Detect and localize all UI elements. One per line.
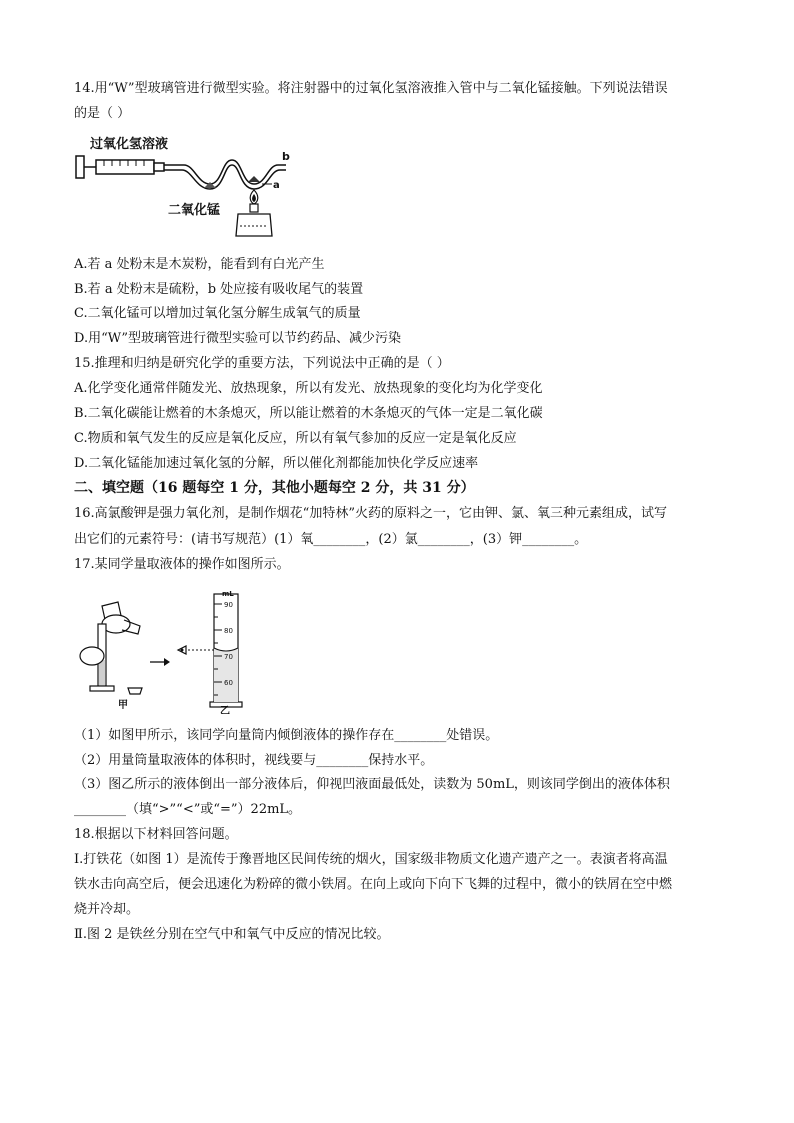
q15-option-a: A.化学变化通常伴随发光、放热现象，所以有发光、放热现象的变化均为化学变化 (74, 381, 543, 396)
arrow-right-icon (164, 658, 170, 666)
tick-label-60: 60 (224, 679, 233, 687)
q14-stem-line2: 的是（ ） (74, 106, 131, 121)
label-b: b (282, 150, 290, 163)
label-yi: 乙 (220, 706, 230, 714)
q17-sub3-line1: （3）图乙所示的液体倒出一部分液体后，仰视凹液面最低处，读数为 50mL，则该同学倒出的液体体积 (74, 777, 670, 792)
q18-paragraph1-line2: 铁水击向高空后，便会迅速化为粉碎的微小铁屑。在向上或向下向下飞舞的过程中，微小的铁屑在空中燃 (74, 877, 673, 892)
section-heading-fill-in: 二、填空题（16 题每空 1 分，其他小题每空 2 分，共 31 分） (74, 480, 475, 496)
w-tube-apparatus-figure (72, 132, 302, 244)
w-tube-lower (164, 165, 286, 189)
q15-option-b: B.二氧化碳能让燃着的木条熄灭，所以能让燃着的木条熄灭的气体一定是二氧化碳 (74, 406, 543, 421)
label-manganese-dioxide: 二氧化锰 (168, 203, 221, 218)
q15-stem: 15.推理和归纳是研究化学的重要方法，下列说法中正确的是（ ） (74, 356, 450, 371)
q18-paragraph1-line1: Ⅰ.打铁花（如图 1）是流传于豫晋地区民间传统的烟火，国家级非物质文化遗产遗产之一。表演者将高温 (74, 852, 668, 867)
q15-option-c: C.物质和氧气发生的反应是氧化反应，所以有氧气参加的反应一定是氧化反应 (74, 431, 517, 446)
q17-sub2: （2）用量筒量取液体的体积时，视线要与________保持水平。 (74, 753, 434, 768)
q18-paragraph1-line3: 烧并冷却。 (74, 902, 140, 917)
syringe-plunger-end (76, 156, 84, 178)
label-jia: 甲 (118, 700, 128, 711)
label-ml-unit: mL (222, 590, 234, 598)
q17-sub1: （1）如图甲所示，该同学向量筒内倾倒液体的操作存在________处错误。 (74, 728, 499, 743)
label-a: a (273, 180, 280, 191)
q18-paragraph2: Ⅱ.图 2 是铁丝分别在空气中和氧气中反应的情况比较。 (74, 927, 390, 942)
q18-stem: 18.根据以下材料回答问题。 (74, 827, 238, 842)
q14-option-a: A.若 a 处粉末是木炭粉，能看到有白光产生 (74, 257, 325, 272)
graduated-cylinder-figure (72, 584, 252, 714)
q14-option-d: D.用“W”型玻璃管进行微型实验可以节约药品、减少污染 (74, 331, 401, 346)
alcohol-lamp (236, 214, 272, 236)
q17-sub3-line2: ________（填“>”“<”或“=”）22mL。 (74, 802, 302, 817)
q15-option-d: D.二氧化锰能加速过氧化氢的分解，所以催化剂都能加快化学反应速率 (74, 456, 479, 471)
label-hydrogen-peroxide: 过氧化氢溶液 (90, 137, 169, 152)
hand-holding-cylinder (80, 647, 104, 665)
tick-label-70: 70 (224, 653, 233, 661)
q14-stem-line1: 14.用“W”型玻璃管进行微型实验。将注射器中的过氧化氢溶液推入管中与二氧化锰接触。下列说法错误 (74, 81, 668, 96)
bottle-stopper (128, 688, 142, 694)
q16-line1: 16.高氯酸钾是强力氧化剂，是制作烟花“加特林”火药的原料之一，它由钾、氯、氧三种元素组成，试写 (74, 506, 667, 521)
q17-stem: 17.某同学量取液体的操作如图所示。 (74, 557, 290, 572)
q14-option-c: C.二氧化锰可以增加过氧化氢分解生成氧气的质量 (74, 306, 361, 321)
syringe-barrel (96, 160, 154, 174)
tick-label-90: 90 (224, 601, 233, 609)
tick-label-80: 80 (224, 627, 233, 635)
q14-option-b: B.若 a 处粉末是硫粉，b 处应接有吸收尾气的装置 (74, 282, 364, 297)
q16-line2: 出它们的元素符号：(请书写规范）(1）氧________，(2）氯________，(3）钾________。 (74, 532, 588, 547)
